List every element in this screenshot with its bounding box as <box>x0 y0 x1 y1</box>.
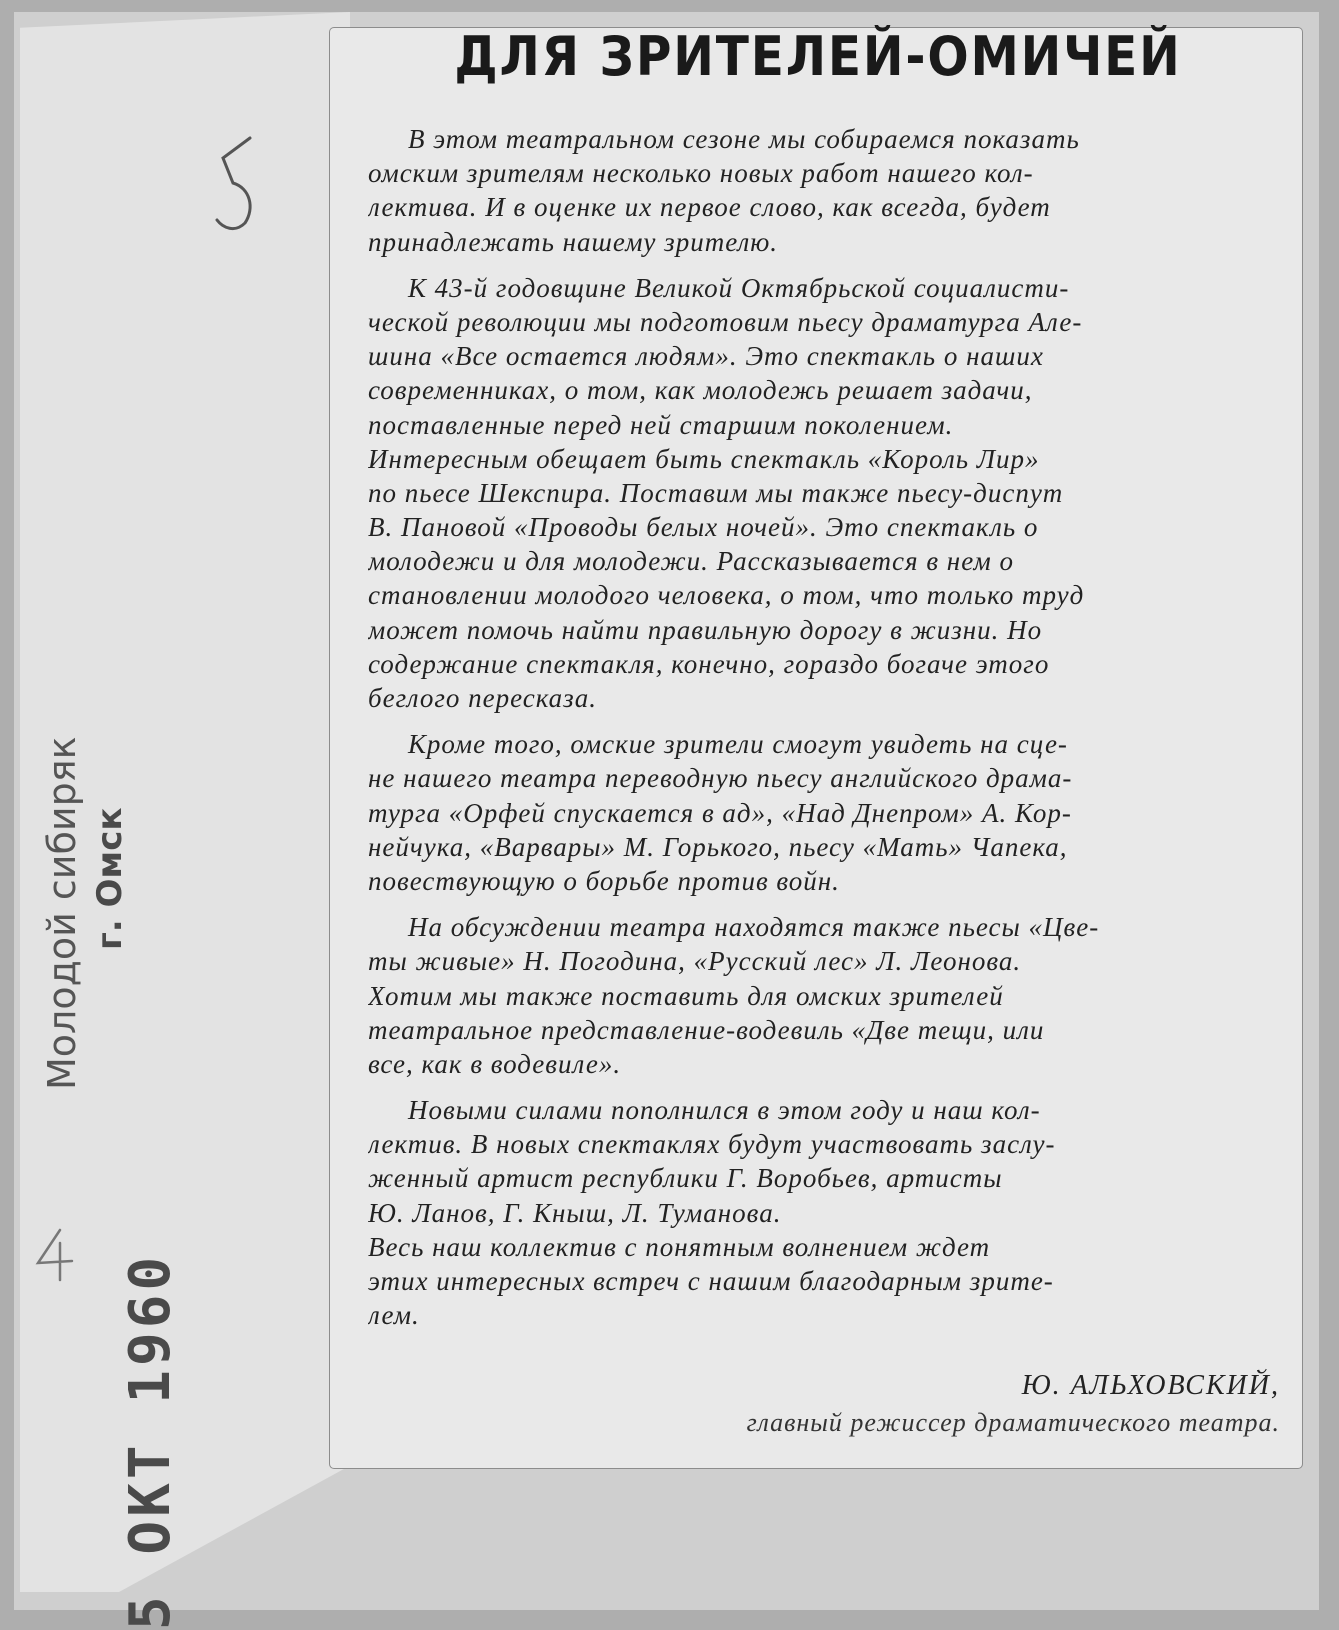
article-body <box>368 122 1303 1422</box>
article-line: В этом театральном сезоне мы собираемся показать <box>408 124 1080 154</box>
article-line: не нашего театра переводную пьесу английского драма- <box>368 763 1073 794</box>
article-line: молодежи и для молодежи. Рассказывается в нем о <box>368 546 1014 577</box>
paragraph-gap <box>368 1081 1303 1093</box>
stamp-date: 5 ОКТ 1960 <box>118 1252 183 1630</box>
article-line: театральное представление-водевиль «Две тещи, или <box>368 1014 1045 1045</box>
stamp-newspaper-name: Молодой сибиряк <box>40 736 84 1090</box>
article-line: нейчука, «Варвары» М. Горького, пьесу «Мать» Чапека, <box>368 831 1068 862</box>
article-line: Ю. Ланов, Г. Кныш, Л. Туманова. <box>368 1197 782 1228</box>
article-line: турга «Орфей спускается в ад», «Над Днепром» А. Кор- <box>368 797 1072 828</box>
article-line: содержание спектакля, конечно, гораздо богаче этого <box>368 648 1050 679</box>
article-line: омским зрителям несколько новых работ нашего кол- <box>368 158 1034 189</box>
article-line: может помочь найти правильную дорогу в жизни. Но <box>368 614 1043 645</box>
article-line: Новыми силами пополнился в этом году и наш кол- <box>408 1095 1041 1126</box>
article-line: Интересным обещает быть спектакль «Король Лир» <box>368 443 1040 474</box>
pencil-number-4-mark <box>30 1225 80 1285</box>
article-paragraph <box>368 727 1303 898</box>
author-role: главный режиссер драматического театра. <box>746 1408 1280 1437</box>
article-line: На обсуждении театра находятся также пьесы «Цве- <box>408 912 1100 943</box>
paragraph-gap <box>368 715 1303 727</box>
article-paragraph <box>368 122 1303 259</box>
stamp-city: г. Омск <box>90 807 130 950</box>
article-line: В. Пановой «Проводы белых ночей». Это спектакль о <box>368 512 1039 543</box>
article-line: лектив. В новых спектаклях будут участвовать заслу- <box>368 1129 1056 1160</box>
article-line: Кроме того, омские зрители смогут увидеть на сце- <box>408 729 1068 760</box>
article-paragraph <box>368 1093 1303 1332</box>
article-line: лем. <box>368 1300 420 1331</box>
article-line: поставленные перед ней старшим поколением. <box>368 409 954 440</box>
author-name: Ю. АЛЬХОВСКИЙ, <box>1021 1370 1280 1401</box>
article-line: Хотим мы также поставить для омских зрителей <box>368 980 1004 1011</box>
article-line: беглого пересказа. <box>368 683 597 713</box>
paragraph-gap <box>368 259 1303 271</box>
article-headline: ДЛЯ ЗРИТЕЛЕЙ-ОМИЧЕЙ <box>454 25 1182 88</box>
article-line: становлении молодого человека, о том, что только труд <box>368 580 1085 611</box>
article-line: повествующую о борьбе против войн. <box>368 865 840 896</box>
pencil-number-5-mark <box>205 128 265 238</box>
article-line: К 43-й годовщине Великой Октябрьской социалисти- <box>408 272 1070 303</box>
article-line: ты живые» Н. Погодина, «Русский лес» Л. Леонова. <box>368 946 1022 977</box>
article-line: принадлежать нашему зрителю. <box>368 226 779 257</box>
article-line: Весь наш коллектив с понятным волнением ждет <box>368 1231 991 1262</box>
article-paragraph <box>368 910 1303 1081</box>
article-line: шина «Все остается людям». Это спектакль о наших <box>368 341 1044 372</box>
paragraph-gap <box>368 898 1303 910</box>
article-line: современниках, о том, как молодежь решает задачи, <box>368 375 1033 406</box>
article-line: этих интересных встреч с нашим благодарным зрите- <box>368 1266 1054 1296</box>
article-line: лектива. И в оценке их первое слово, как всегда, будет <box>368 192 1051 223</box>
article-line: все, как в водевиле». <box>368 1048 622 1079</box>
article-line: ческой революции мы подготовим пьесу драматурга Але- <box>368 306 1083 337</box>
article-paragraph <box>368 271 1303 715</box>
article-line: по пьесе Шекспира. Поставим мы также пьесу-диспут <box>368 477 1064 508</box>
article-line: женный артист республики Г. Воробьев, артисты <box>368 1163 1003 1194</box>
